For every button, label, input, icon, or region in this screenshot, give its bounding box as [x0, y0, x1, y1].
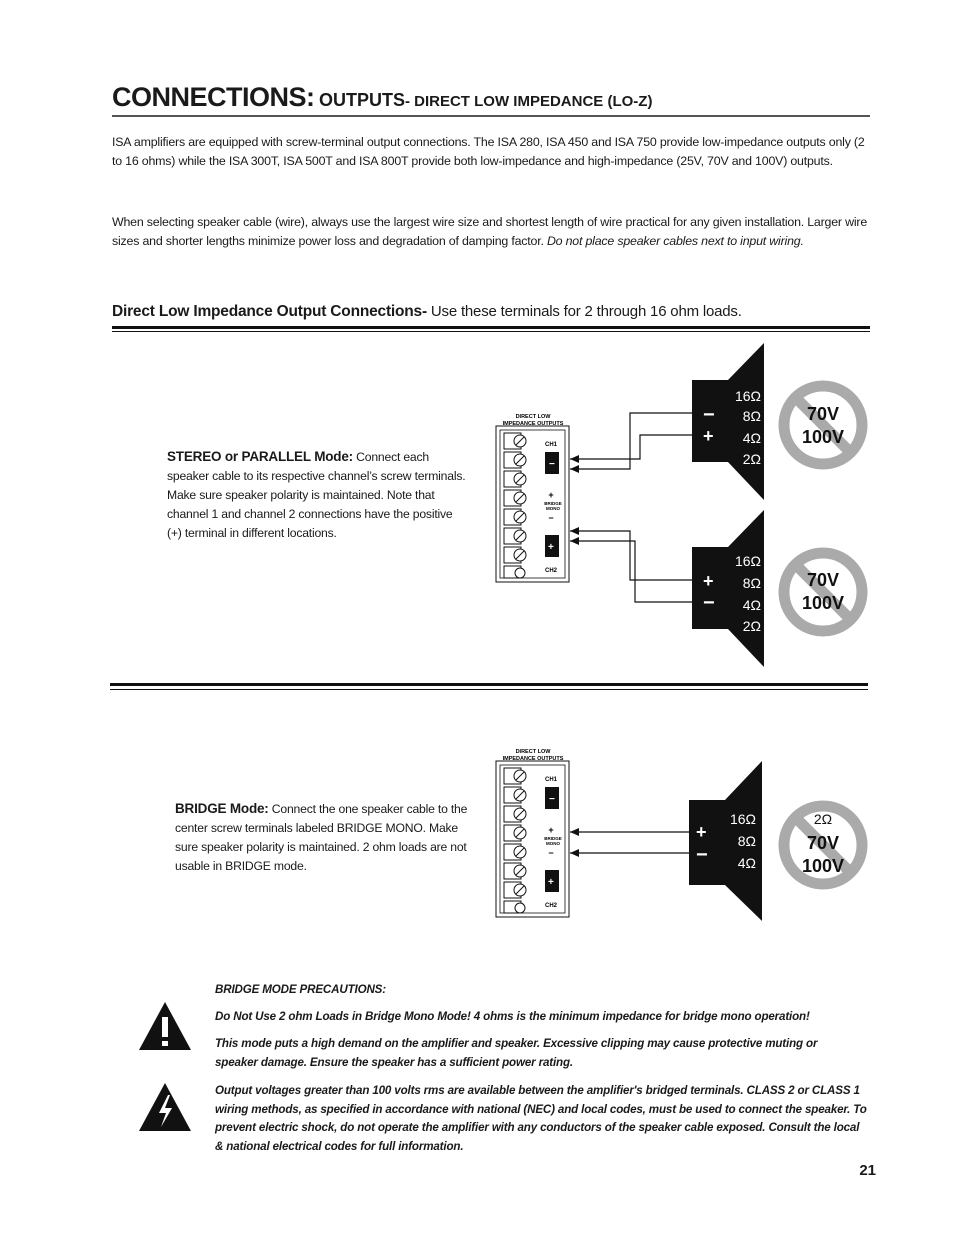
svg-text:−: − — [549, 794, 555, 805]
stereo-description — [167, 447, 467, 543]
svg-text:−: − — [548, 513, 554, 523]
terminal-block-bridge — [496, 749, 569, 917]
bridge-wires — [570, 832, 690, 853]
intro-paragraph-2 — [112, 213, 872, 250]
stereo-wires — [570, 413, 693, 602]
stereo-label: STEREO or PARALLEL Mode: — [167, 449, 353, 464]
title-sub-detail: - DIRECT LOW IMPEDANCE (LO-Z) — [404, 93, 653, 110]
precautions-title: BRIDGE MODE PRECAUTIONS: — [215, 983, 386, 996]
speaker-bridge-load-4: 4Ω — [737, 855, 756, 871]
speaker-bridge-pos: + — [696, 822, 707, 842]
precaution-1: Do Not Use 2 ohm Loads in Bridge Mono Mode! 4 ohms is the minimum impedance for bridge mono operation! — [215, 1010, 810, 1023]
speaker-bottom-load-8: 8Ω — [742, 575, 761, 591]
not-allowed-70v-bottom: 70V — [806, 570, 840, 590]
svg-text:+: + — [548, 542, 554, 553]
not-allowed-70v-top: 70V — [806, 404, 840, 424]
section-heading-normal: Use these terminals for 2 through 16 ohm loads. — [430, 303, 742, 320]
bridge-bridge-mono-2: MONO — [546, 841, 560, 846]
bridge-ch1-label: CH1 — [545, 777, 558, 783]
divider-thin — [110, 689, 868, 690]
svg-text:+: + — [548, 825, 554, 835]
bridge-arrows — [570, 828, 579, 857]
section-heading-bold: Direct Low Impedance Output Connections- — [112, 303, 427, 320]
section-heading — [112, 303, 872, 321]
bridge-text: Connect the one speaker cable to the center screw terminals labeled BRIDGE MONO. Make sure speaker polarity is maintained. 2 ohm loads are not usable in BRIDGE mode. — [175, 802, 468, 873]
speaker-bridge — [689, 761, 762, 921]
ch1-label: CH1 — [545, 442, 558, 448]
terminal-block — [496, 414, 569, 582]
speaker-bottom-pos: + — [703, 571, 714, 591]
svg-text:−: − — [549, 459, 555, 470]
svg-text:−: − — [548, 848, 554, 858]
bridge-mono-label-2: MONO — [546, 506, 560, 511]
not-allowed-100v-bottom: 100V — [801, 593, 845, 613]
not-allowed-70v-bridge: 70V — [806, 833, 840, 853]
bridge-mono-label-1: BRIDGE — [544, 501, 562, 506]
svg-text:+: + — [548, 877, 554, 888]
speaker-top-load-16: 16Ω — [734, 388, 761, 404]
bridge-description — [175, 799, 475, 876]
intro-p2-italic: Do not place speaker cables next to input wiring. — [546, 233, 804, 248]
speaker-bottom-neg: − — [703, 592, 715, 614]
speaker-top-load-4: 4Ω — [742, 430, 761, 446]
speaker-top-load-8: 8Ω — [742, 408, 761, 424]
terminal-block-bridge-title-2: IMPEDANCE OUTPUTS — [502, 756, 564, 762]
title-sub-outputs: OUTPUTS — [318, 90, 405, 110]
page-title — [112, 82, 868, 113]
divider-thick — [110, 683, 868, 686]
bridge-label: BRIDGE Mode: — [175, 801, 269, 816]
bridge-ch2-label: CH2 — [545, 903, 558, 909]
section-rule-thin — [112, 331, 870, 332]
speaker-bottom-load-2: 2Ω — [742, 618, 761, 634]
title-main: CONNECTIONS: — [112, 82, 315, 112]
speaker-bottom-load-16: 16Ω — [734, 553, 761, 569]
not-allowed-2ohm-bridge: 2Ω — [813, 811, 833, 827]
precaution-3: Output voltages greater than 100 volts rms are available between the amplifier's bridged terminals. CLASS 2 or CLASS 1 wiring methods, as specified in accordance with national (NEC) and local codes, must be used to connect the speaker. To prevent electric shock, do not operate the amplifier with any conductors of the speaker cable exposed. Consult the local & national electrical codes for full information. — [215, 1084, 867, 1153]
warning-exclamation-icon — [137, 1000, 193, 1052]
no-high-voltage-icon-bridge — [784, 806, 862, 884]
speaker-top-load-2: 2Ω — [742, 451, 761, 467]
no-high-voltage-icon-bottom — [784, 553, 862, 631]
stereo-wiring-diagram — [490, 340, 875, 670]
no-high-voltage-icon-top — [784, 386, 862, 464]
stereo-text: Connect each speaker cable to its respective channel’s screw terminals. Make sure speaker polarity is maintained. Note that channel 1 and channel 2 connections have the positive (+) terminal in different locations. — [167, 450, 466, 540]
ch2-label: CH2 — [545, 568, 558, 574]
speaker-top — [692, 343, 764, 500]
intro-p2-text: When selecting speaker cable (wire), always use the largest wire size and shortest length of wire practical for any given installation. Larger wire sizes and shorter lengths minimize power loss and degradation of damping factor. — [112, 215, 868, 248]
not-allowed-100v-top: 100V — [801, 427, 845, 447]
bridge-wiring-diagram — [490, 745, 875, 925]
speaker-top-pos: + — [703, 426, 714, 446]
bridge-bridge-mono-1: BRIDGE — [544, 836, 562, 841]
electric-shock-warning-icon — [137, 1081, 193, 1133]
precaution-2: This mode puts a high demand on the amplifier and speaker. Excessive clipping may cause protective muting or speaker damage. Ensure the speaker has a sufficient power rating. — [215, 1037, 818, 1069]
speaker-bottom — [692, 510, 764, 667]
terminal-block-title-1: DIRECT LOW — [515, 414, 551, 420]
stereo-arrows — [570, 455, 579, 545]
terminal-block-title-2: IMPEDANCE OUTPUTS — [502, 421, 564, 427]
speaker-top-neg: − — [703, 404, 715, 426]
speaker-bridge-load-16: 16Ω — [729, 811, 756, 827]
speaker-bottom-load-4: 4Ω — [742, 597, 761, 613]
terminal-block-bridge-title-1: DIRECT LOW — [515, 749, 551, 755]
section-rule-thick — [112, 326, 870, 329]
bridge-screw-terminals — [504, 768, 526, 913]
page-number: 21 — [859, 1162, 876, 1179]
not-allowed-100v-bridge: 100V — [801, 856, 845, 876]
svg-text:+: + — [548, 490, 554, 500]
speaker-bridge-load-8: 8Ω — [737, 833, 756, 849]
intro-paragraph-1: ISA amplifiers are equipped with screw-terminal output connections. The ISA 280, ISA 450 and ISA 750 provide low-impedance outputs only (2 to 16 ohms) while the ISA 300T, ISA 500T and ISA 800T provide both low-impedance and high-impedance (25V, 70V and 100V) outputs. — [112, 135, 865, 168]
title-rule — [112, 115, 870, 117]
screw-terminals — [504, 433, 526, 578]
speaker-bridge-neg: − — [696, 844, 708, 866]
